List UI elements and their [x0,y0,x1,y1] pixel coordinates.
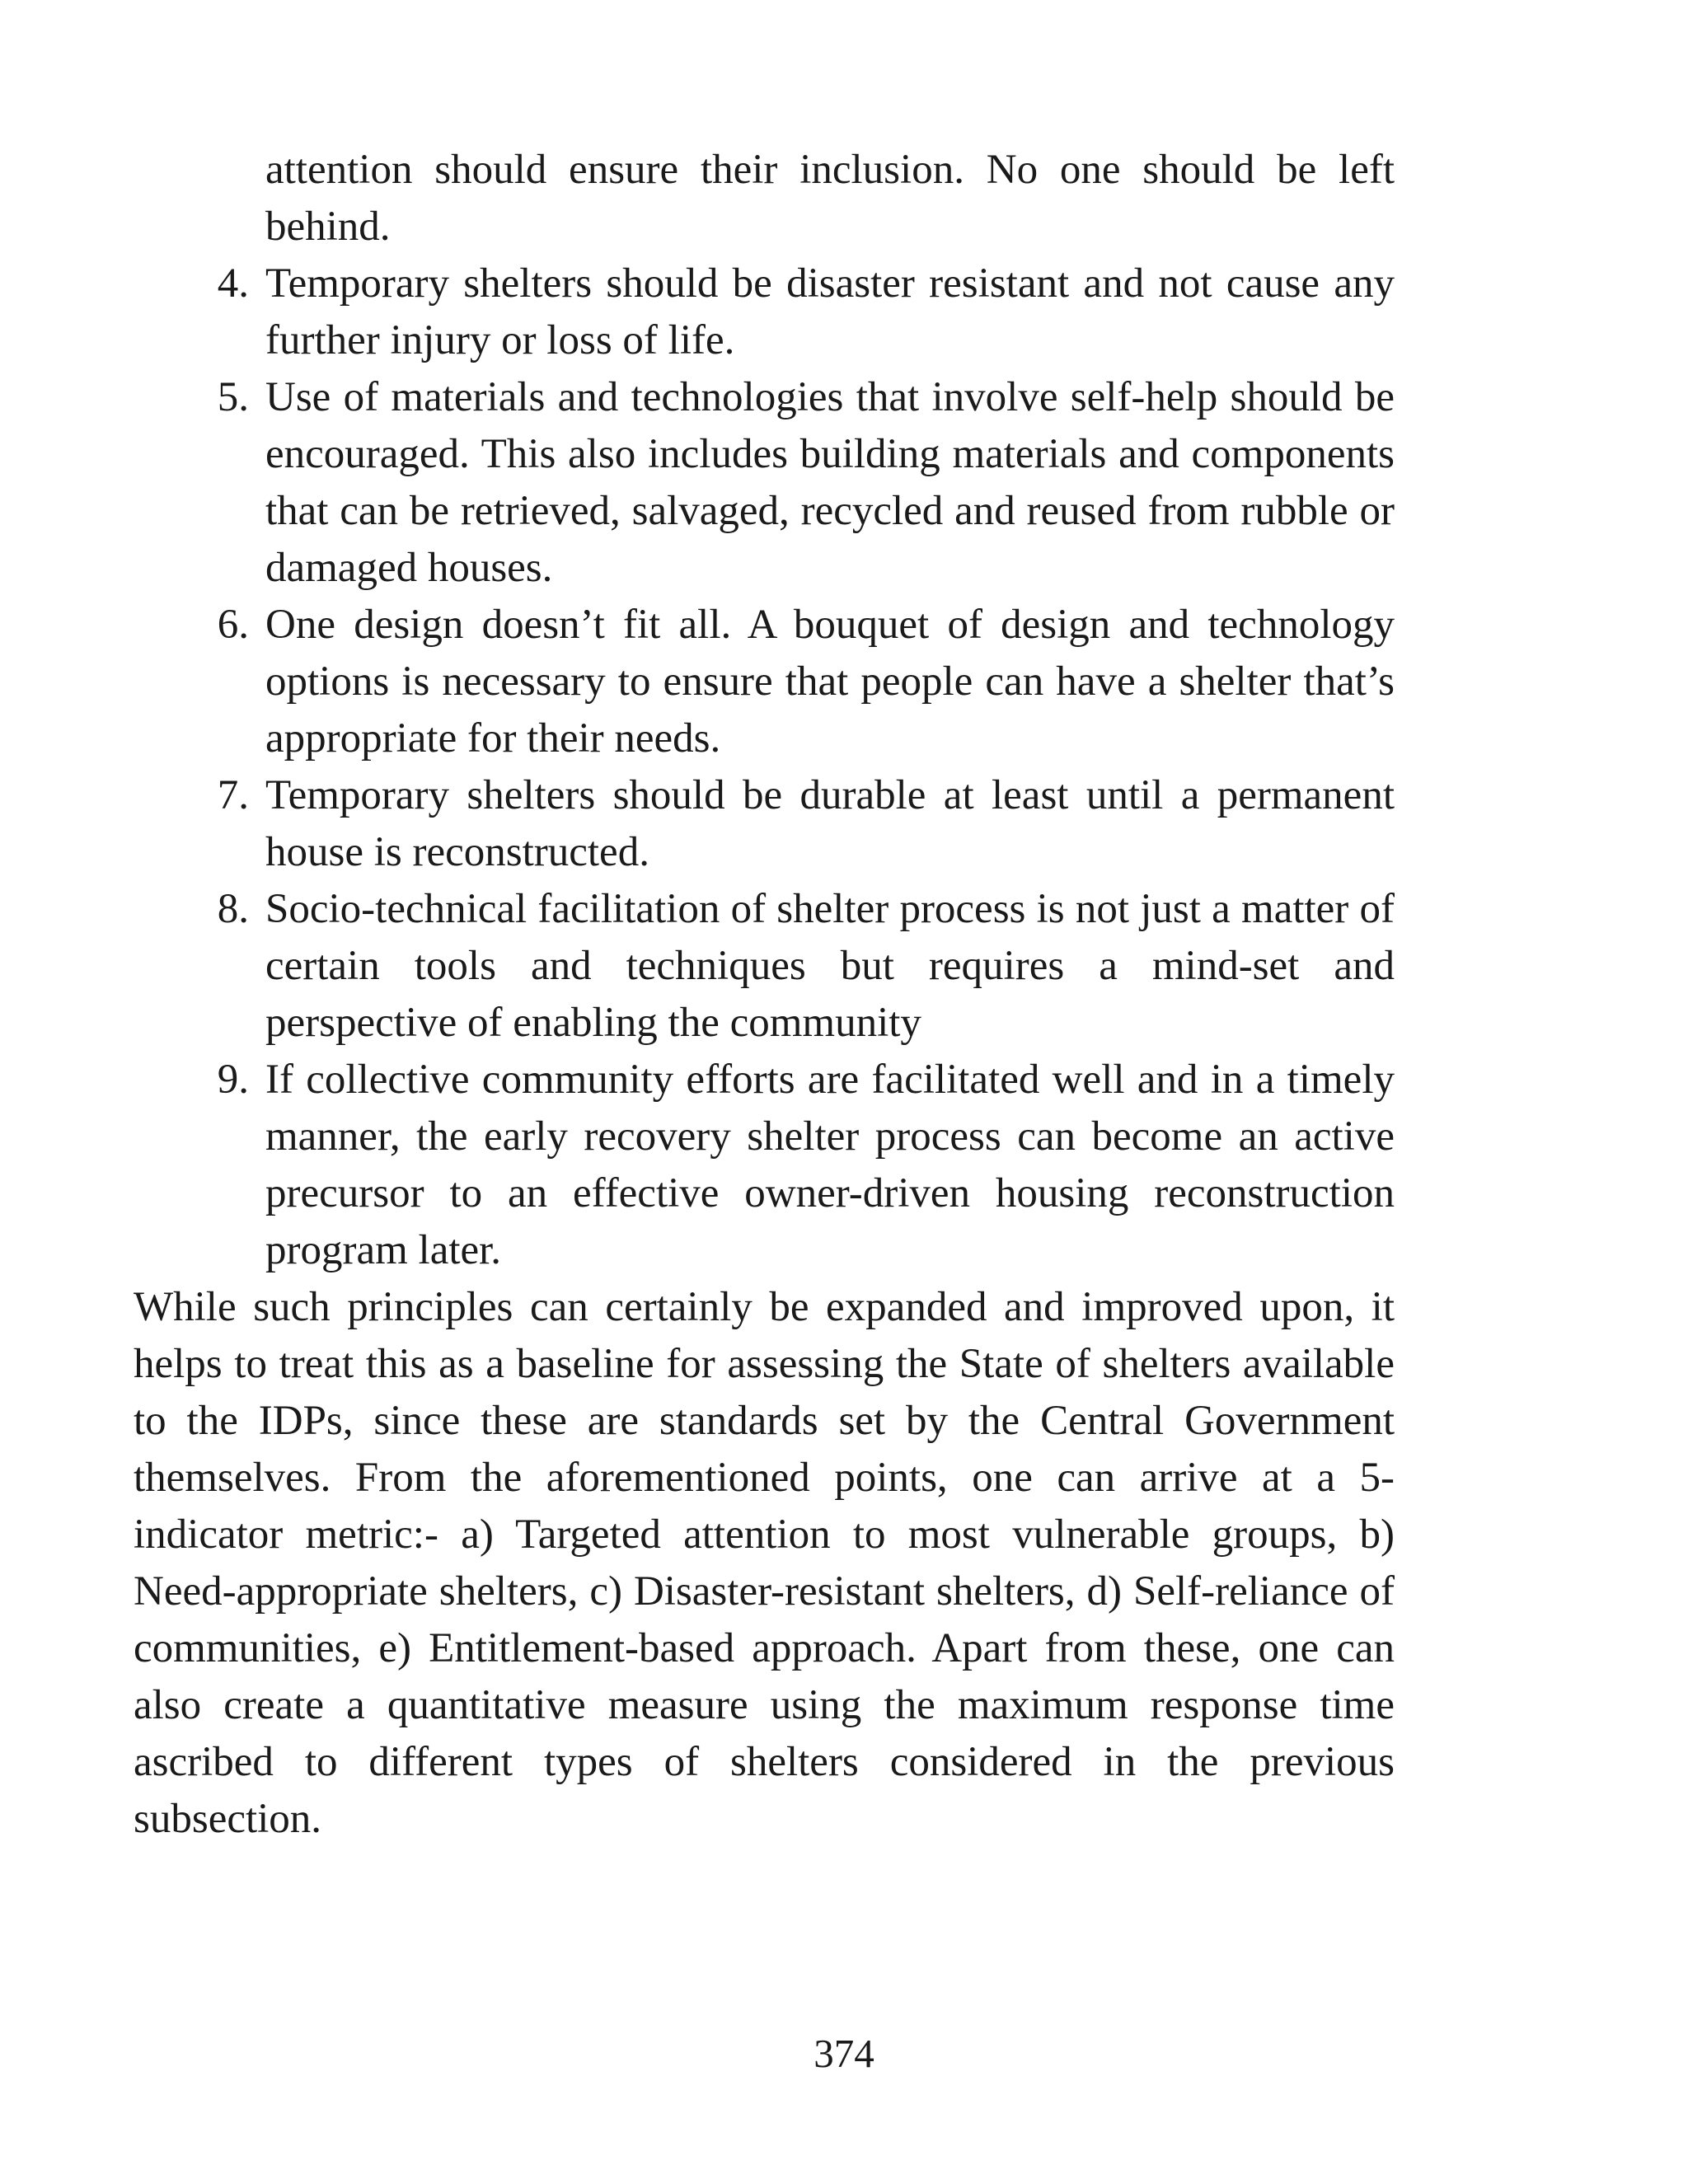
list-item-text: Temporary shelters should be disaster resistant and not cause any further injury or loss of life. [265,260,1395,363]
list-item [134,142,1395,255]
list-item-number: 8. [217,886,249,932]
list-item-text: If collective community efforts are facilitated well and in a timely manner, the early recovery shelter process can become an active precursor to an effective owner-driven housing reconstruction program later. [265,1057,1395,1273]
list-item-text: Socio-technical facilitation of shelter process is not just a matter of certain tools and techniques but requires a mind-set and perspective of enabling the community [265,886,1395,1046]
list-item [134,1052,1395,1279]
list-item [134,881,1395,1052]
list-item [134,369,1395,597]
list-item-text: Use of materials and technologies that involve self-help should be encouraged. This also includes building materials and components that can be retrieved, salvaged, recycled and reused from rubble or damaged houses. [265,374,1395,591]
list-item-number: 4. [217,260,249,307]
list-item-number: 7. [217,772,249,818]
list-item-text: Temporary shelters should be durable at least until a permanent house is reconstructed. [265,772,1395,875]
page-body [134,142,1395,1848]
list-item-number: 6. [217,602,249,648]
list-item [134,767,1395,881]
page-number: 374 [814,2031,874,2076]
list-item [134,597,1395,767]
principles-list [134,142,1395,1279]
list-item-number: 9. [217,1057,249,1103]
list-item-text: One design doesn’t fit all. A bouquet of design and technology options is necessary to ensure that people can have a shelter that’s appropriate for their needs. [265,602,1395,762]
body-paragraph: While such principles can certainly be expanded and improved upon, it helps to treat this as a baseline for assessing the State of shelters available to the IDPs, since these are standards set by the Central Government themselves. From the aforementioned points, one can arrive at a 5-indicator metric:- a) Targeted attention to most vulnerable groups, b) Need-appropriate shelters, c) Disaster-resistant shelters, d) Self-reliance of communities, e) Entitlement-based approach. Apart from these, one can also create a quantitative measure using the maximum response time ascribed to different types of shelters considered in the previous subsection. [134,1284,1395,1842]
list-item-number: 5. [217,374,249,420]
list-item [134,255,1395,369]
list-item-text: attention should ensure their inclusion. No one should be left behind. [265,147,1395,250]
